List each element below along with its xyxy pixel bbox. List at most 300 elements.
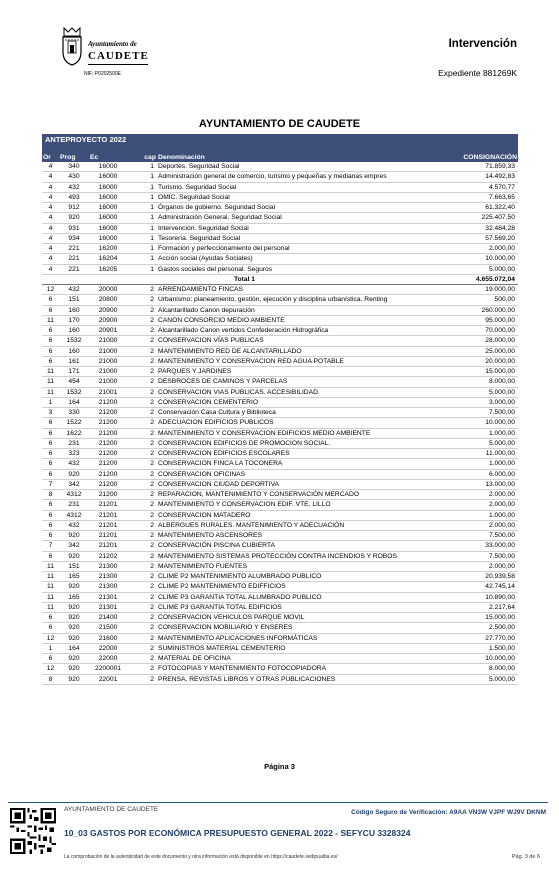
cell-prog: 160 — [59, 305, 89, 315]
cell-cap: 2 — [127, 346, 157, 356]
cell-denominacion: CANON CONSORCIO MEDIO AMBIENTE — [157, 315, 447, 325]
cell-cap: 2 — [127, 305, 157, 315]
cell-cap: 2 — [127, 408, 157, 418]
logo-line2: CAUDETE — [88, 50, 149, 62]
cell-denominacion: Alcantarillado Canon vertidos Confederación Hidrográfica — [157, 326, 447, 336]
cell-or: 6 — [42, 469, 59, 479]
table-header-row — [42, 153, 518, 162]
table-row — [42, 602, 518, 612]
col-cap: cap — [127, 153, 157, 162]
cell-denominacion: CONSERVACION OFICINAS — [157, 469, 447, 479]
cell-denominacion: CONSERVACION VEHICULOS PARQUE MOVIL — [157, 613, 447, 623]
cell-consignacion: 10.000,00 — [447, 654, 518, 664]
cell-ec: 21201 — [89, 531, 127, 541]
cell-cap: 2 — [127, 449, 157, 459]
table-row — [42, 346, 518, 356]
cell-denominacion: MANTENIMIENTO Y CONSERVACION EDIFICIOS MEDIO AMBIENTE — [157, 428, 447, 438]
cell-denominacion: Turismo. Seguridad Social — [157, 182, 447, 192]
table-row — [42, 233, 518, 243]
cell-or: 11 — [42, 387, 59, 397]
table-row — [42, 326, 518, 336]
cell-ec: 16205 — [89, 264, 127, 274]
cell-denominacion: CONSERVACION CIUDAD DEPORTIVA — [157, 479, 447, 489]
cell-consignacion: 15.000,00 — [447, 367, 518, 377]
cell-consignacion: 2.500,00 — [447, 623, 518, 633]
table-row — [42, 572, 518, 582]
cell-or: 6 — [42, 531, 59, 541]
cell-consignacion: 2.217,64 — [447, 602, 518, 612]
cell-ec: 21000 — [89, 336, 127, 346]
cell-cap: 2 — [127, 510, 157, 520]
table-row — [42, 582, 518, 592]
cell-denominacion: Tesorería. Seguridad Social — [157, 233, 447, 243]
table-row — [42, 285, 518, 295]
cell-consignacion: 13.000,00 — [447, 479, 518, 489]
table-row — [42, 264, 518, 274]
cell-prog: 432 — [59, 459, 89, 469]
cell-denominacion: MANTENIMIENTO Y CONSERVACION RED AGUA POTABLE — [157, 356, 447, 366]
table-row — [42, 449, 518, 459]
cell-ec: 16000 — [89, 172, 127, 182]
cell-prog: 221 — [59, 264, 89, 274]
cell-denominacion: REPARACION, MANTENIMIENTO Y CONSERVACIÓN MERCADO — [157, 490, 447, 500]
cell-denominacion: MATERIAL DE OFICINA — [157, 654, 447, 664]
table-row — [42, 438, 518, 448]
cell-or: 6 — [42, 326, 59, 336]
cell-cap: 2 — [127, 643, 157, 653]
section-spacer — [42, 145, 518, 153]
cell-prog: 4312 — [59, 490, 89, 500]
table-row — [42, 397, 518, 407]
cell-ec: 21200 — [89, 479, 127, 489]
footer — [8, 802, 548, 868]
cell-ec: 21300 — [89, 572, 127, 582]
cell-cap: 2 — [127, 356, 157, 366]
cell-consignacion: 19.000,00 — [447, 285, 518, 295]
cell-or: 6 — [42, 520, 59, 530]
cell-denominacion: MANTENIMIENTO FUENTES — [157, 561, 447, 571]
cell-denominacion: CONSERVACION MOBILIARIO Y ENSERES — [157, 623, 447, 633]
cell-or: 4 — [42, 244, 59, 254]
cell-consignacion: 25.000,00 — [447, 346, 518, 356]
cell-cap: 2 — [127, 500, 157, 510]
cell-cap: 1 — [127, 213, 157, 223]
cell-ec: 16204 — [89, 254, 127, 264]
cell-ec: 21400 — [89, 613, 127, 623]
cell-prog: 493 — [59, 192, 89, 202]
cell-denominacion: CONSERVACION EDIFICIOS ESCOLARES — [157, 449, 447, 459]
cell-or: 12 — [42, 633, 59, 643]
table-row — [42, 418, 518, 428]
section-label: ANTEPROYECTO 2022 — [42, 134, 518, 145]
cell-prog: 920 — [59, 551, 89, 561]
cell-cap: 2 — [127, 623, 157, 633]
cell-denominacion: FOTOCOPIAS Y MANTENIMIENTO FOTOCOPIADORA — [157, 664, 447, 674]
table-row — [42, 408, 518, 418]
cell-ec: 21300 — [89, 582, 127, 592]
cell-denominacion: ADECUACION EDIFICIOS PUBLICOS — [157, 418, 447, 428]
cell-ec: 20000 — [89, 285, 127, 295]
cell-or: 6 — [42, 418, 59, 428]
cell-consignacion: 27.770,00 — [447, 633, 518, 643]
cell-prog: 920 — [59, 582, 89, 592]
cell-denominacion: Urbanismo: planeamiento, gestión, ejecución y disciplina urbanística. Renting — [157, 295, 447, 305]
table-row — [42, 469, 518, 479]
table-row — [42, 459, 518, 469]
cell-cap: 2 — [127, 582, 157, 592]
cell-cap: 2 — [127, 654, 157, 664]
footer-note[interactable]: La comprobación de la autenticidad de este documento y otra información está disponible en https://caudete.sedipualba.es/ — [64, 854, 338, 860]
cell-ec: 21000 — [89, 346, 127, 356]
cell-prog: 221 — [59, 254, 89, 264]
cell-cap: 2 — [127, 367, 157, 377]
cell-ec: 21001 — [89, 387, 127, 397]
cell-prog: 432 — [59, 182, 89, 192]
cell-prog: 151 — [59, 561, 89, 571]
table-row — [42, 541, 518, 551]
cell-consignacion: 95.000,00 — [447, 315, 518, 325]
cell-or: 7 — [42, 479, 59, 489]
cell-denominacion: CLIME P3 GARANTIA TOTAL EDIFICIOS — [157, 602, 447, 612]
cell-ec: 2200001 — [89, 664, 127, 674]
cell-prog: 432 — [59, 285, 89, 295]
cell-denominacion: ALBERGUES RURALES. MANTENIMIENTO Y ADECUACIÓN — [157, 520, 447, 530]
cell-ec: 21201 — [89, 520, 127, 530]
cell-consignacion: 500,00 — [447, 295, 518, 305]
cell-ec: 21200 — [89, 469, 127, 479]
cell-consignacion: 1.000,00 — [447, 459, 518, 469]
cell-cap: 2 — [127, 315, 157, 325]
cell-consignacion: 8.000,00 — [447, 377, 518, 387]
cell-ec: 16000 — [89, 223, 127, 233]
table-row — [42, 192, 518, 202]
table-row — [42, 592, 518, 602]
col-denominacion: Denominación — [157, 153, 447, 162]
cell-or: 4 — [42, 213, 59, 223]
cell-denominacion: Formación y perfeccionamiento del personal — [157, 244, 447, 254]
cell-or: 8 — [42, 490, 59, 500]
cell-ec: 21200 — [89, 459, 127, 469]
cell-or: 6 — [42, 356, 59, 366]
cell-prog: 920 — [59, 613, 89, 623]
table-row — [42, 500, 518, 510]
cell-prog: 4312 — [59, 510, 89, 520]
cell-denominacion: Administración General. Seguridad Social — [157, 213, 447, 223]
cell-or: 6 — [42, 551, 59, 561]
cell-or: 12 — [42, 285, 59, 295]
cell-ec: 21300 — [89, 561, 127, 571]
cell-consignacion: 15.000,00 — [447, 613, 518, 623]
header-title: Intervención — [448, 38, 517, 50]
cell-or: 6 — [42, 295, 59, 305]
table-row — [42, 664, 518, 674]
cell-prog: 920 — [59, 602, 89, 612]
budget-table — [42, 153, 518, 685]
cell-consignacion: 4.570,77 — [447, 182, 518, 192]
cell-or: 6 — [42, 500, 59, 510]
cell-cap: 2 — [127, 326, 157, 336]
cell-prog: 931 — [59, 223, 89, 233]
cell-denominacion: PRENSA, REVISTAS LIBROS Y OTRAS PUBLICACIONES — [157, 674, 447, 684]
cell-cap: 1 — [127, 203, 157, 213]
table-row — [42, 305, 518, 315]
cell-consignacion: 10.890,00 — [447, 592, 518, 602]
cell-or: 11 — [42, 592, 59, 602]
cell-cap: 2 — [127, 592, 157, 602]
cell-prog: 165 — [59, 572, 89, 582]
cell-cap: 1 — [127, 162, 157, 172]
cell-consignacion: 2.000,00 — [447, 244, 518, 254]
cell-consignacion: 33.000,00 — [447, 541, 518, 551]
footer-document-name: 10_03 GASTOS POR ECONÓMICA PRESUPUESTO GENERAL 2022 - SEFYCU 3328324 — [64, 828, 411, 838]
cell-cap: 1 — [127, 172, 157, 182]
table-row — [42, 674, 518, 684]
table-row — [42, 490, 518, 500]
cell-consignacion: 28.000,00 — [447, 336, 518, 346]
cell-ec: 20900 — [89, 315, 127, 325]
table-row — [42, 387, 518, 397]
cell-or: 11 — [42, 561, 59, 571]
cell-denominacion: MANTENIMIENTO RED DE ALCANTARILLADO — [157, 346, 447, 356]
cell-cap: 2 — [127, 633, 157, 643]
table-row — [42, 531, 518, 541]
cell-prog: 170 — [59, 315, 89, 325]
cell-prog: 221 — [59, 244, 89, 254]
cell-cap: 2 — [127, 551, 157, 561]
cell-prog: 164 — [59, 643, 89, 653]
cell-consignacion: 5.000,00 — [447, 387, 518, 397]
table-row — [42, 295, 518, 305]
cell-ec: 21600 — [89, 633, 127, 643]
cell-or: 6 — [42, 449, 59, 459]
cell-ec: 21000 — [89, 377, 127, 387]
cell-ec: 21301 — [89, 592, 127, 602]
cell-denominacion: CONSERVACION VIAS PUBLICAS. ACCESIBILIDAD. — [157, 387, 447, 397]
table-row — [42, 551, 518, 561]
cell-denominacion: CONSERVACION VÍAS PUBLICAS — [157, 336, 447, 346]
verification-code: Código Seguro de Verificación: A9AA VN3W VJPF WJ9V DKNM — [351, 809, 546, 816]
table-row — [42, 162, 518, 172]
cell-denominacion: PARQUES Y JARDINES — [157, 367, 447, 377]
cell-or: 4 — [42, 192, 59, 202]
cell-prog: 454 — [59, 377, 89, 387]
cell-denominacion: CONSERVACIÓN PISCINA CUBIERTA — [157, 541, 447, 551]
col-or: Or — [42, 153, 59, 162]
footer-rule — [8, 802, 548, 803]
cell-cap: 1 — [127, 192, 157, 202]
table-row — [42, 510, 518, 520]
cell-or: 4 — [42, 162, 59, 172]
cell-consignacion: 225.407,50 — [447, 213, 518, 223]
cell-prog: 1532 — [59, 387, 89, 397]
table-row — [42, 203, 518, 213]
col-ec: Ec — [89, 153, 127, 162]
cell-prog: 430 — [59, 172, 89, 182]
cell-consignacion: 1.000,00 — [447, 428, 518, 438]
cell-ec: 16000 — [89, 182, 127, 192]
cell-or: 1 — [42, 397, 59, 407]
cell-prog: 1522 — [59, 418, 89, 428]
cell-cap: 2 — [127, 602, 157, 612]
cell-or: 1 — [42, 643, 59, 653]
table-row — [42, 479, 518, 489]
cell-denominacion: Alcantarillado Canon depuración — [157, 305, 447, 315]
cell-or: 4 — [42, 172, 59, 182]
cell-consignacion: 7.663,65 — [447, 192, 518, 202]
table-row — [42, 172, 518, 182]
cell-or: 11 — [42, 572, 59, 582]
cell-cap: 2 — [127, 531, 157, 541]
table-row — [42, 367, 518, 377]
total-row — [42, 274, 518, 284]
cell-denominacion: DESBROCES DE CAMINOS Y PARCELAS — [157, 377, 447, 387]
cell-ec: 21200 — [89, 438, 127, 448]
cell-prog: 231 — [59, 438, 89, 448]
cell-prog: 920 — [59, 654, 89, 664]
cell-ec: 21200 — [89, 418, 127, 428]
expediente-number: Expediente 881269K — [438, 68, 517, 78]
cell-consignacion: 7.500,00 — [447, 408, 518, 418]
cell-denominacion: Conservación Casa Cultura y Biblioteca — [157, 408, 447, 418]
cell-ec: 21000 — [89, 356, 127, 366]
cell-or: 11 — [42, 367, 59, 377]
cell-denominacion: CLIME P3 GARANTIA TOTAL ALUMBRADO PUBLICO — [157, 592, 447, 602]
table-row — [42, 643, 518, 653]
cell-or: 11 — [42, 377, 59, 387]
cell-cap: 2 — [127, 479, 157, 489]
logo-divider — [88, 64, 148, 65]
table-row — [42, 613, 518, 623]
cell-cap: 1 — [127, 223, 157, 233]
cell-ec: 22000 — [89, 643, 127, 653]
cell-consignacion: 20.939,58 — [447, 572, 518, 582]
table-row — [42, 356, 518, 366]
cell-prog: 920 — [59, 531, 89, 541]
cell-consignacion: 2.000,00 — [447, 500, 518, 510]
cell-cap: 2 — [127, 438, 157, 448]
cell-prog: 920 — [59, 623, 89, 633]
cell-consignacion: 8.000,00 — [447, 664, 518, 674]
crest-icon — [60, 26, 84, 66]
cell-denominacion: MANTENIMIENTO APLICACIONES INFORMÁTICAS — [157, 633, 447, 643]
table-row — [42, 254, 518, 264]
cell-denominacion: Gastos sociales del personal. Seguros — [157, 264, 447, 274]
cell-cap: 1 — [127, 182, 157, 192]
table-row — [42, 315, 518, 325]
cell-prog: 342 — [59, 479, 89, 489]
cell-consignacion: 70.000,00 — [447, 326, 518, 336]
cell-ec: 20901 — [89, 326, 127, 336]
cell-prog: 912 — [59, 203, 89, 213]
cell-ec: 16000 — [89, 213, 127, 223]
cell-cap: 2 — [127, 459, 157, 469]
cell-consignacion: 5.000,00 — [447, 438, 518, 448]
cell-consignacion: 260.000,00 — [447, 305, 518, 315]
cell-denominacion: CONSERVACION MATADERO — [157, 510, 447, 520]
cell-consignacion: 2.000,00 — [447, 520, 518, 530]
cell-ec: 21200 — [89, 428, 127, 438]
cell-prog: 342 — [59, 541, 89, 551]
cell-consignacion: 32.484,28 — [447, 223, 518, 233]
cell-prog: 161 — [59, 356, 89, 366]
cell-or: 6 — [42, 623, 59, 633]
cell-prog: 151 — [59, 295, 89, 305]
cell-ec: 21201 — [89, 510, 127, 520]
cell-or: 11 — [42, 602, 59, 612]
cell-cap: 2 — [127, 520, 157, 530]
table-row — [42, 213, 518, 223]
cell-or: 6 — [42, 336, 59, 346]
cell-or: 4 — [42, 203, 59, 213]
table-row — [42, 520, 518, 530]
cell-or: 12 — [42, 664, 59, 674]
cell-denominacion: CONSERVACION EDIFICIOS DE PROMOCION SOCIAL. — [157, 438, 447, 448]
cell-ec: 21200 — [89, 397, 127, 407]
cell-ec: 16000 — [89, 203, 127, 213]
cell-prog: 160 — [59, 346, 89, 356]
table-row — [42, 182, 518, 192]
document-title: AYUNTAMIENTO DE CAUDETE — [198, 118, 361, 130]
cell-cap: 2 — [127, 490, 157, 500]
cell-consignacion: 2.000,00 — [447, 490, 518, 500]
cell-cap: 2 — [127, 561, 157, 571]
cell-ec: 21202 — [89, 551, 127, 561]
cell-ec: 21201 — [89, 500, 127, 510]
cell-or: 3 — [42, 408, 59, 418]
cell-ec: 21500 — [89, 623, 127, 633]
cell-consignacion: 3.000,00 — [447, 397, 518, 407]
footer-page-count: Pág. 3 de 6 — [511, 854, 540, 860]
table-body — [42, 162, 518, 684]
cell-ec: 21000 — [89, 367, 127, 377]
cell-cap: 2 — [127, 285, 157, 295]
cell-consignacion: 11.000,00 — [447, 449, 518, 459]
cell-consignacion: 61.322,40 — [447, 203, 518, 213]
cell-cap: 2 — [127, 674, 157, 684]
cell-or: 4 — [42, 182, 59, 192]
cell-or: 4 — [42, 254, 59, 264]
cell-consignacion: 71.859,33 — [447, 162, 518, 172]
table-row — [42, 428, 518, 438]
cell-denominacion: Intervención. Seguridad Social — [157, 223, 447, 233]
cell-prog: 164 — [59, 397, 89, 407]
cell-consignacion: 1.500,00 — [447, 643, 518, 653]
table-row — [42, 633, 518, 643]
cell-cap: 1 — [127, 233, 157, 243]
cell-or: 6 — [42, 459, 59, 469]
cell-consignacion: 7.500,00 — [447, 531, 518, 541]
cell-or: 6 — [42, 654, 59, 664]
cell-or: 6 — [42, 613, 59, 623]
cell-denominacion: ARRENDAMIENTO FINCAS — [157, 285, 447, 295]
cell-or: 6 — [42, 428, 59, 438]
cell-denominacion: CLIME P2 MANTENIMIENTO EDIFFICIOS — [157, 582, 447, 592]
cell-or: 6 — [42, 438, 59, 448]
cell-consignacion: 5.000,00 — [447, 264, 518, 274]
cell-cap: 1 — [127, 254, 157, 264]
cell-denominacion: CONSERVACION CEMENTERIO — [157, 397, 447, 407]
cell-prog: 920 — [59, 213, 89, 223]
cell-prog: 432 — [59, 520, 89, 530]
cell-prog: 171 — [59, 367, 89, 377]
total-value: 4.655.072,04 — [447, 274, 518, 284]
cell-or: 8 — [42, 674, 59, 684]
budget-table-wrapper — [42, 134, 518, 685]
cell-prog: 1532 — [59, 336, 89, 346]
cell-cap: 2 — [127, 541, 157, 551]
cell-ec: 16000 — [89, 162, 127, 172]
cell-denominacion: MANTENIMIENTO SISTEMAS PROTECCIÓN CONTRA INCENDIOS Y ROBOS — [157, 551, 447, 561]
